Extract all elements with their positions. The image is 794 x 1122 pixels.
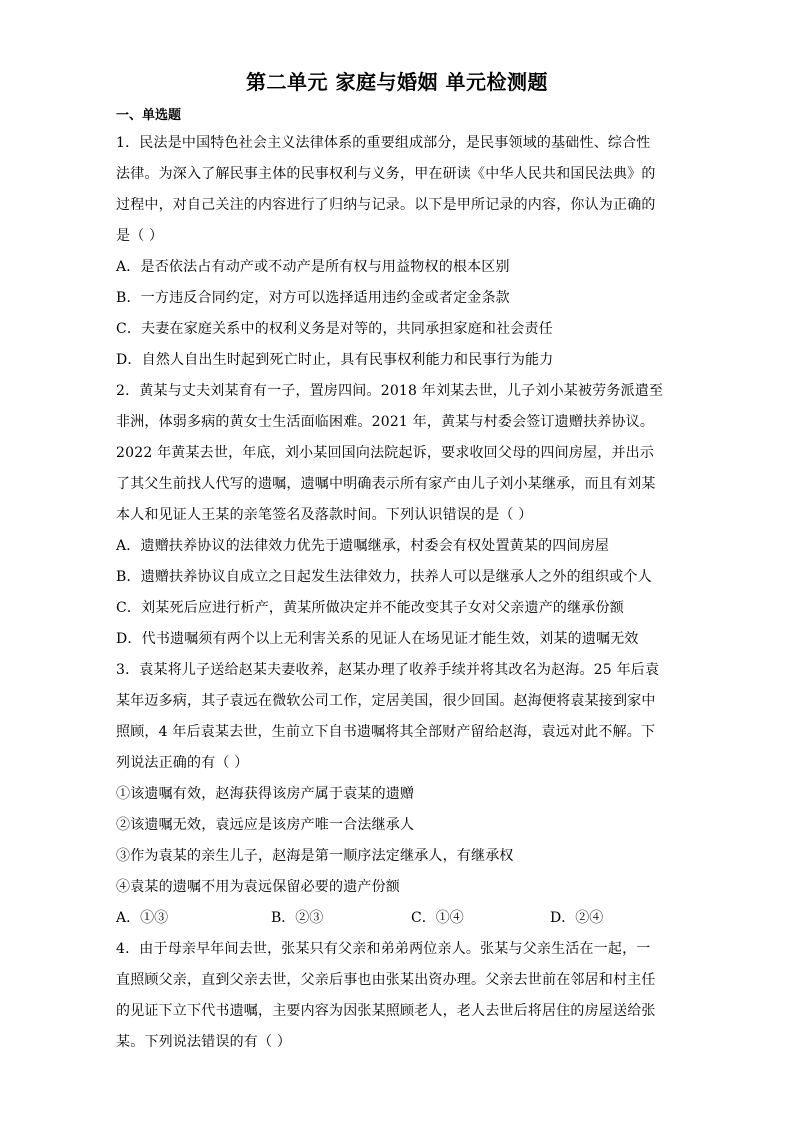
- q2-option-d: D．代书遗嘱须有两个以上无利害关系的见证人在场见证才能生效，刘某的遗嘱无效: [116, 631, 639, 647]
- q4-line: 4．由于母亲早年间去世，张某只有父亲和弟弟两位亲人。张某与父亲生活在一起，一: [116, 941, 651, 957]
- q3-line: 某年迈多病，其子袁远在微软公司工作，定居美国，很少回国。赵海便将袁某接到家中: [116, 693, 656, 709]
- q3-statement-3: ③作为袁某的亲生儿子，赵海是第一顺序法定继承人，有继承权: [116, 848, 514, 864]
- q4-line: 某。下列说法错误的有（ ）: [116, 1034, 292, 1050]
- q3-choice-c: C．①④: [411, 910, 464, 926]
- q4-line: 直照顾父亲，直到父亲去世，父亲后事也由张某出资办理。父亲去世前在邻居和村主任: [116, 972, 656, 988]
- q2-option-b: B．遗赠扶养协议自成立之日起发生法律效力，扶养人可以是继承人之外的组织或个人: [116, 569, 652, 585]
- q3-statement-1: ①该遗嘱有效，赵海获得该房产属于袁某的遗赠: [116, 786, 415, 802]
- q2-line: 了其父生前找人代写的遗嘱，遗嘱中明确表示所有家产由儿子刘小某继承，而且有刘某: [116, 476, 656, 492]
- q3-line: 3．袁某将儿子送给赵某夫妻收养，赵某办理了收养手续并将其改名为赵海。25 年后袁: [116, 662, 660, 678]
- section-heading: 一、单选题: [116, 108, 182, 123]
- q3-choice-b: B．②③: [271, 910, 324, 926]
- q1-option-c: C．夫妻在家庭关系中的权利义务是对等的，共同承担家庭和社会责任: [116, 321, 553, 337]
- q2-option-c: C．刘某死后应进行析产，黄某所做决定并不能改变其子女对父亲遗产的继承份额: [116, 600, 624, 616]
- q1-option-a: A．是否依法占有动产或不动产是所有权与用益物权的根本区别: [116, 259, 510, 275]
- page-title: 第二单元 家庭与婚姻 单元检测题: [246, 70, 548, 94]
- q1-line: 1．民法是中国特色社会主义法律体系的重要组成部分，是民事领域的基础性、综合性: [116, 135, 651, 151]
- q1-line: 过程中，对自己关注的内容进行了归纳与记录。以下是甲所记录的内容，你认为正确的: [116, 197, 656, 213]
- q3-line: 列说法正确的有（ ）: [116, 755, 249, 771]
- q3-line: 照顾，4 年后袁某去世，生前立下自书遗嘱将其全部财产留给赵海，袁远对此不解。下: [116, 724, 656, 740]
- q3-choice-a: A．①③: [116, 910, 169, 926]
- q2-line: 本人和见证人王某的亲笔签名及落款时间。下列认识错误的是（ ）: [116, 507, 533, 523]
- q3-statement-4: ④袁某的遗嘱不用为袁远保留必要的遗产份额: [116, 879, 400, 895]
- q2-line: 2．黄某与丈夫刘某育有一子，置房四间。2018 年刘某去世，儿子刘小某被劳务派遣至: [116, 383, 664, 399]
- q3-choice-d: D．②④: [550, 910, 604, 926]
- q2-line: 非洲，体弱多病的黄女士生活面临困难。2021 年，黄某与村委会签订遗赠扶养协议。: [116, 414, 655, 430]
- q4-line: 的见证下立下代书遗嘱，主要内容为因张某照顾老人，老人去世后将居住的房屋送给张: [116, 1003, 656, 1019]
- q1-option-b: B．一方违反合同约定，对方可以选择适用违约金或者定金条款: [116, 290, 510, 306]
- q1-option-d: D．自然人自出生时起到死亡时止，具有民事权利能力和民事行为能力: [116, 352, 554, 368]
- q1-line: 是（ ）: [116, 228, 164, 244]
- q1-line: 法律。为深入了解民事主体的民事权利与义务，甲在研读《中华人民共和国民法典》的: [116, 166, 656, 182]
- q3-statement-2: ②该遗嘱无效，袁远应是该房产唯一合法继承人: [116, 817, 415, 833]
- q2-option-a: A．遗赠扶养协议的法律效力优先于遗嘱继承，村委会有权处置黄某的四间房屋: [116, 538, 610, 554]
- q2-line: 2022 年黄某去世，年底，刘小某回国向法院起诉，要求收回父母的四间房屋，并出示: [116, 445, 655, 461]
